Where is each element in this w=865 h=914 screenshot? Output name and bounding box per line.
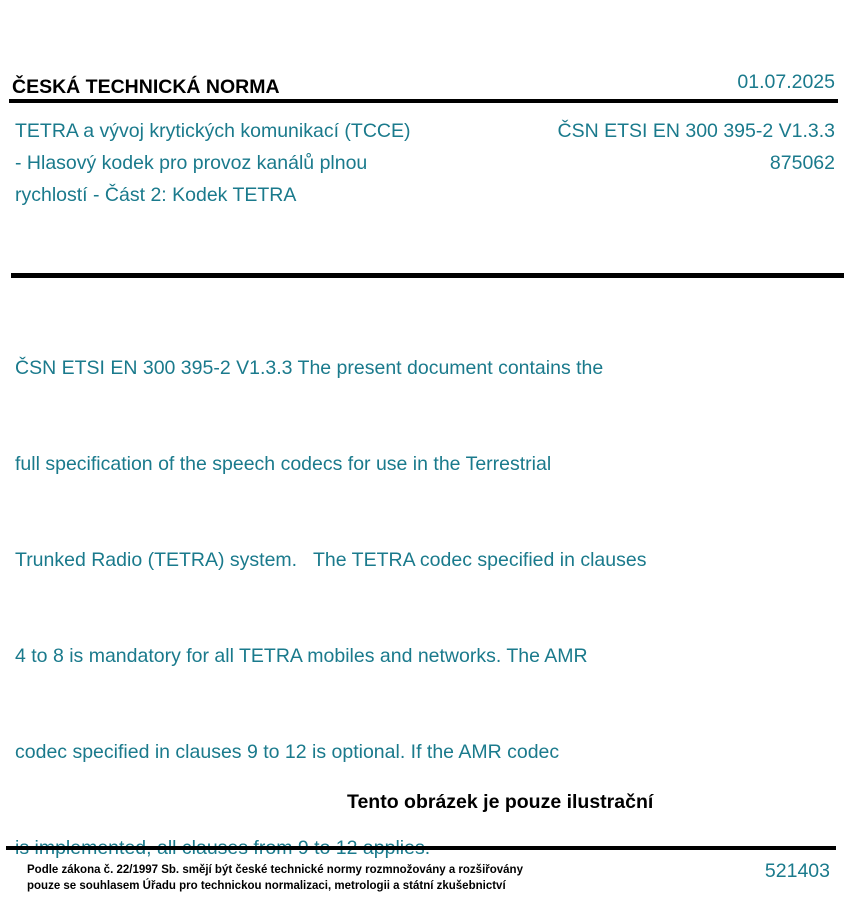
catalog-number: 875062 [769, 152, 835, 174]
legal-line: Podle zákona č. 22/1997 Sb. smějí být české technické normy rozmnožovány a rozšiřovány [27, 864, 523, 876]
document-title-line: - Hlasový kodek pro provoz kanálů plnou [15, 152, 368, 174]
document-title [15, 115, 485, 211]
document-identifiers [558, 115, 835, 179]
footer-divider [6, 846, 836, 850]
abstract-line: ČSN ETSI EN 300 395-2 V1.3.3 The present document contains the [15, 357, 604, 379]
document-title-line: TETRA a vývoj krytických komunikací (TCCE) [15, 120, 411, 142]
norm-label: ČESKÁ TECHNICKÁ NORMA [12, 76, 280, 98]
abstract-line: full specification of the speech codecs for use in the Terrestrial [15, 453, 552, 475]
abstract-line: 4 to 8 is mandatory for all TETRA mobiles and networks. The AMR [15, 645, 588, 667]
header-divider [9, 99, 838, 103]
standard-code: ČSN ETSI EN 300 395-2 V1.3.3 [557, 120, 835, 142]
section-divider [11, 273, 844, 278]
publication-date: 01.07.2025 [737, 71, 835, 93]
illustration-note: Tento obrázek je pouze ilustrační [347, 791, 654, 813]
legal-line: pouze se souhlasem Úřadu pro technickou normalizaci, metrologii a státní zkušebnictví [27, 879, 506, 892]
document-number: 521403 [764, 860, 830, 882]
abstract-line: Trunked Radio (TETRA) system. The TETRA codec specified in clauses [15, 549, 647, 571]
abstract-line: codec specified in clauses 9 to 12 is optional. If the AMR codec [15, 741, 560, 763]
legal-notice [27, 863, 523, 894]
document-title-line: rychlostí - Část 2: Kodek TETRA [15, 184, 297, 206]
